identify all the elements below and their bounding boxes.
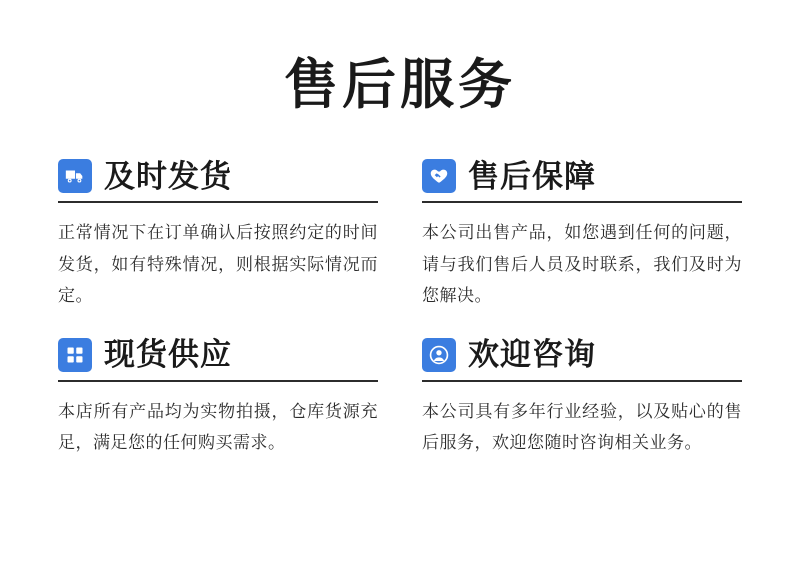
service-card-title: 售后保障 xyxy=(468,158,596,194)
service-card-header xyxy=(58,159,378,203)
grid-squares-icon xyxy=(58,338,92,372)
truck-icon xyxy=(58,159,92,193)
service-card-body: 本公司出售产品，如您遇到任何的问题，请与我们售后人员及时联系，我们及时为您解决。 xyxy=(422,223,742,306)
service-card-stock xyxy=(58,338,378,459)
service-cards-grid xyxy=(58,159,742,458)
service-card-body: 本店所有产品均为实物拍摄，仓库货源充足，满足您的任何购买需求。 xyxy=(58,401,378,453)
service-card-header xyxy=(422,338,742,382)
service-card-title: 现货供应 xyxy=(104,337,232,373)
service-card-title: 欢迎咨询 xyxy=(468,337,596,373)
page-title: 售后服务 xyxy=(284,55,516,115)
service-card-body: 本公司具有多年行业经验，以及贴心的售后服务，欢迎您随时咨询相关业务。 xyxy=(422,401,742,453)
service-card-body: 正常情况下在订单确认后按照约定的时间发货，如有特殊情况，则根据实际情况而定。 xyxy=(58,223,378,306)
service-card-title: 及时发货 xyxy=(104,158,232,194)
handshake-icon xyxy=(422,159,456,193)
service-card-guarantee xyxy=(422,159,742,311)
service-card-header xyxy=(422,159,742,203)
service-card-header xyxy=(58,338,378,382)
user-circle-icon xyxy=(422,338,456,372)
service-card-shipping xyxy=(58,159,378,311)
service-card-consult xyxy=(422,338,742,459)
